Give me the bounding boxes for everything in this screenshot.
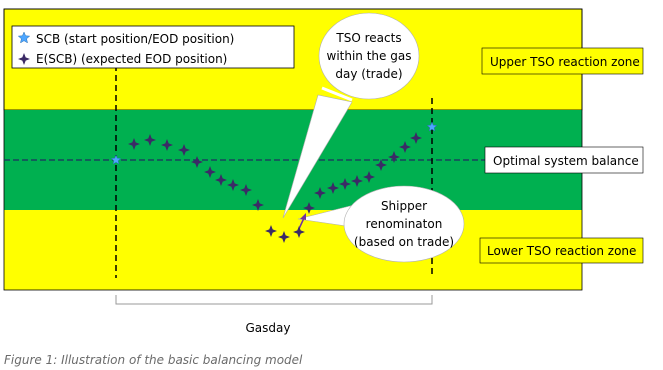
upper-zone-label-box: [482, 48, 643, 74]
tso-callout-line-2: within the gas: [326, 49, 412, 63]
shipper-callout-line-1: Shipper: [380, 199, 428, 213]
balance-label: Optimal system balance: [493, 154, 639, 168]
shipper-callout-line-2: renominaton: [365, 217, 443, 231]
upper-zone-label: Upper TSO reaction zone: [490, 55, 640, 69]
legend-scb-label: SCB (start position/EOD position): [36, 32, 235, 46]
shipper-callout-line-3: (based on trade): [353, 235, 455, 249]
tso-callout-line-1: TSO reacts: [336, 31, 402, 45]
gasday-label: Gasday: [245, 321, 291, 335]
tso-callout-line-3: day (trade): [335, 67, 403, 81]
gasday-bracket: [116, 295, 432, 304]
lower-zone-label-box: [480, 238, 643, 263]
legend: [12, 26, 294, 68]
figure-caption: Figure 1: Illustration of the basic balancing model: [4, 353, 303, 367]
balance-label-box: [485, 147, 643, 173]
legend-escb-label: E(SCB) (expected EOD position): [36, 52, 228, 66]
lower-zone-label: Lower TSO reaction zone: [487, 244, 637, 258]
